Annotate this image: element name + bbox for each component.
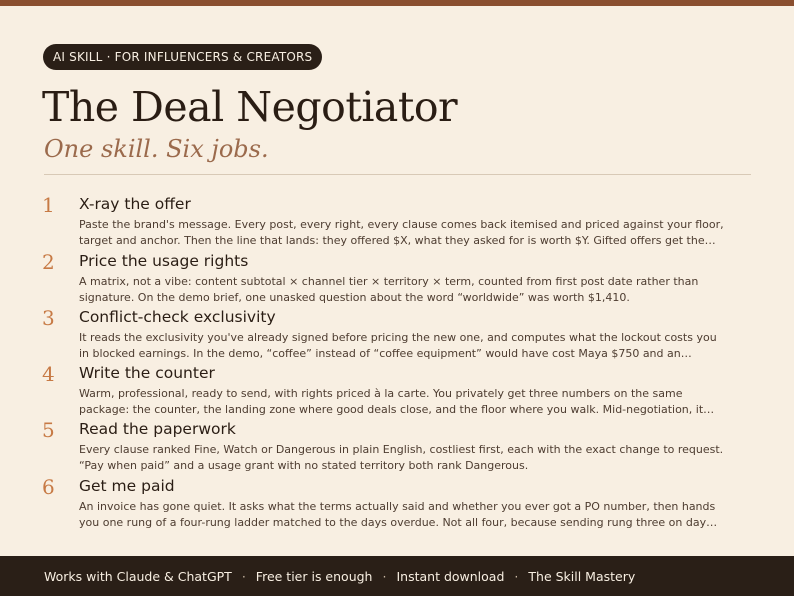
job-title: Price the usage rights [79, 252, 249, 270]
job-description [79, 274, 759, 306]
job-description [79, 499, 759, 531]
header-divider [44, 174, 751, 175]
page-title: The Deal Negotiator [42, 83, 458, 131]
job-title: Write the counter [79, 364, 215, 382]
job-title: Get me paid [79, 477, 175, 495]
job-description [79, 386, 759, 418]
job-description-line: package: the counter, the landing zone where good deals close, and the floor where you walk. Mid-negotiation, it… [79, 403, 715, 416]
category-badge: AI SKILL · FOR INFLUENCERS & CREATORS [43, 44, 322, 70]
page-subtitle: One skill. Six jobs. [44, 135, 269, 163]
job-title: X-ray the offer [79, 195, 191, 213]
footer-separator: · [514, 568, 519, 584]
job-number: 5 [42, 418, 55, 442]
job-description-line: signature. On the demo brief, one unasked question about the word “worldwide” was worth $1,410. [79, 291, 630, 304]
footer-item-download: Instant download [396, 568, 505, 584]
footer-item-compatibility: Works with Claude & ChatGPT [44, 568, 232, 584]
footer-item-free-tier: Free tier is enough [255, 568, 373, 584]
job-number: 2 [42, 250, 55, 274]
job-number: 6 [42, 475, 55, 499]
job-number: 1 [42, 193, 55, 217]
job-description [79, 330, 759, 362]
footer-item-brand: The Skill Mastery [528, 568, 636, 584]
job-description-line: you one rung of a four-rung ladder matched to the days overdue. Not all four, because sending rung three on day… [79, 516, 718, 529]
job-title: Conflict-check exclusivity [79, 308, 276, 326]
footer-separator: · [241, 568, 246, 584]
job-description-line: An invoice has gone quiet. It asks what the terms actually said and whether you ever got a PO number, then hands [79, 500, 716, 513]
job-number: 3 [42, 306, 55, 330]
job-number: 4 [42, 362, 55, 386]
job-description [79, 217, 759, 249]
job-description-line: A matrix, not a vibe: content subtotal × channel tier × territory × term, counted from first post date rather than [79, 275, 699, 288]
job-description-line: It reads the exclusivity you've already signed before pricing the new one, and computes what the lockout costs you [79, 331, 717, 344]
job-title: Read the paperwork [79, 420, 236, 438]
job-description-line: Paste the brand's message. Every post, every right, every clause comes back itemised and priced against your floor, [79, 218, 724, 231]
job-description-line: Warm, professional, ready to send, with rights priced à la carte. You privately get three numbers on the same [79, 387, 683, 400]
footer-separator: · [382, 568, 387, 584]
footer-items [44, 556, 635, 596]
job-description-line: target and anchor. Then the line that lands: they offered $X, what they asked for is worth $Y. Gifted offers get the… [79, 234, 716, 247]
top-accent-bar [0, 0, 794, 6]
job-description-line: “Pay when paid” and a usage grant with no stated territory both rank Dangerous. [79, 459, 529, 472]
job-description [79, 442, 759, 474]
footer-bar [0, 556, 794, 596]
job-description-line: Every clause ranked Fine, Watch or Dangerous in plain English, costliest first, each with the exact change to request. [79, 443, 724, 456]
job-description-line: in blocked earnings. In the demo, “coffee” instead of “coffee equipment” would have cost Maya $750 and an… [79, 347, 692, 360]
